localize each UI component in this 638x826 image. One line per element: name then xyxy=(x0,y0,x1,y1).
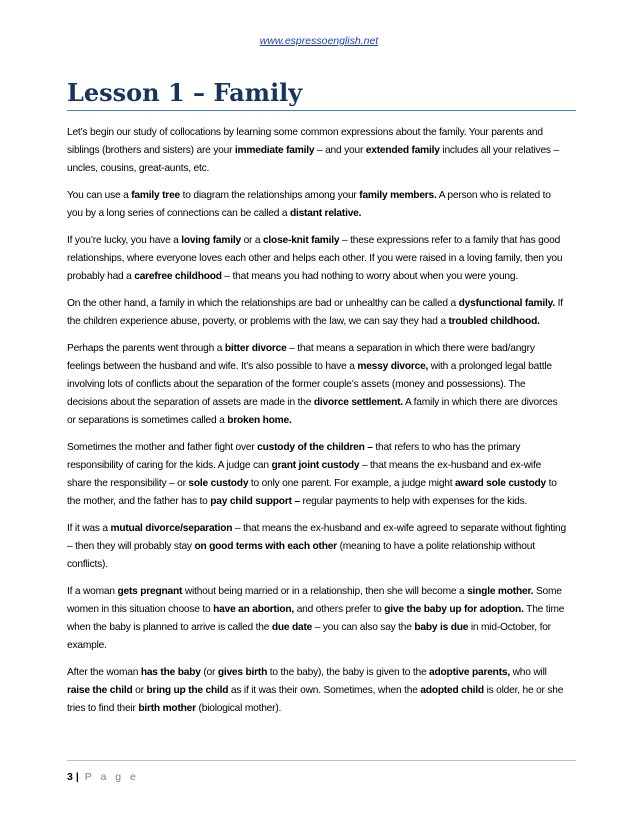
text-run: without being married or in a relationship, then she will become a xyxy=(182,586,468,597)
bold-term: extended family xyxy=(365,145,440,156)
text-run: – that means a separation in which there were bad/angry feelings between the husband and wife. It’s also possible to have a xyxy=(67,343,535,372)
title-divider xyxy=(67,110,576,111)
text-run: Perhaps the parents went through a xyxy=(67,343,225,354)
text-run: regular payments to help with expenses for the kids. xyxy=(299,496,528,507)
bold-term: custody of the children – xyxy=(257,442,373,453)
paragraph xyxy=(67,439,567,511)
text-run: (biological mother). xyxy=(195,703,282,714)
bold-term: family tree xyxy=(131,190,180,201)
footer-separator: | xyxy=(75,771,79,783)
bold-term: have an abortion, xyxy=(213,604,295,615)
text-run: The time when the baby is planned to arrive is called the xyxy=(67,604,565,633)
bold-term: messy divorce, xyxy=(357,361,429,372)
bold-term: award sole custody xyxy=(455,478,546,489)
text-run: (meaning to have a polite relationship without conflicts). xyxy=(67,541,535,570)
text-run: in mid-October, for example. xyxy=(67,622,551,651)
text-run: If the children experience abuse, poverty, or problems with the law, we can say they had a xyxy=(67,298,563,327)
bold-term: adopted child xyxy=(420,685,484,696)
text-run: A family in which there are divorces or separations is sometimes called a xyxy=(67,397,558,426)
bold-term: has the baby xyxy=(140,667,201,678)
footer-divider xyxy=(67,760,576,761)
text-run: On the other hand, a family in which the relationships are bad or unhealthy can be called a xyxy=(67,298,459,309)
paragraph xyxy=(67,583,567,655)
bold-term: grant joint custody xyxy=(271,460,360,471)
text-run: – that means the ex-husband and ex-wife agreed to separate without fighting – then they will probably stay xyxy=(67,523,566,552)
bold-term: distant relative. xyxy=(289,208,362,219)
bold-term: gets pregnant xyxy=(117,586,183,597)
paragraph xyxy=(67,232,567,286)
bold-term: troubled childhood. xyxy=(448,316,540,327)
bold-term: loving family xyxy=(181,235,241,246)
bold-term: mutual divorce/separation xyxy=(110,523,233,534)
text-run: – you can also say the xyxy=(312,622,415,633)
page-title: Lesson 1 – Family xyxy=(67,78,303,107)
bold-term: single mother. xyxy=(467,586,534,597)
text-run: – that means the ex-husband and ex-wife share the responsibility – or xyxy=(67,460,542,489)
text-run: is older, he or she tries to find their xyxy=(67,685,564,714)
paragraph xyxy=(67,664,567,718)
paragraph xyxy=(67,520,567,574)
bold-term: adoptive parents, xyxy=(429,667,510,678)
bold-term: birth mother xyxy=(138,703,196,714)
text-run: Let’s begin our study of collocations by learning some common expressions about the family. Your parents and siblings (brothers and sisters) are your xyxy=(67,127,543,156)
text-run: – that means you had nothing to worry about when you were young. xyxy=(221,271,518,282)
bold-term: on good terms with each other xyxy=(194,541,337,552)
bold-term: pay child support – xyxy=(210,496,300,507)
bold-term: due date xyxy=(271,622,313,633)
bold-term: close-knit family xyxy=(262,235,340,246)
text-run: Some women in this situation choose to xyxy=(67,586,562,615)
text-run: to diagram the relationships among your xyxy=(180,190,360,201)
bold-term: family members. xyxy=(359,190,437,201)
text-run: After the woman xyxy=(67,667,141,678)
text-run: includes all your relatives – uncles, cousins, great-aunts, etc. xyxy=(67,145,559,174)
bold-term: dysfunctional family. xyxy=(458,298,555,309)
header-website-link[interactable]: www.espressoenglish.net xyxy=(259,35,379,47)
bold-term: immediate family xyxy=(234,145,315,156)
text-run: to the baby), the baby is given to the xyxy=(267,667,430,678)
lesson-body xyxy=(67,124,567,727)
text-run: or a xyxy=(240,235,263,246)
text-run: If you’re lucky, you have a xyxy=(67,235,182,246)
text-run: – and your xyxy=(314,145,366,156)
bold-term: divorce settlement. xyxy=(313,397,403,408)
page-label: P a g e xyxy=(84,771,139,783)
bold-term: broken home. xyxy=(227,415,292,426)
paragraph xyxy=(67,340,567,430)
paragraph xyxy=(67,295,567,331)
text-run: If a woman xyxy=(67,586,118,597)
bold-term: sole custody xyxy=(188,478,249,489)
text-run: If it was a xyxy=(67,523,111,534)
page-footer xyxy=(67,771,139,783)
text-run: with a prolonged legal battle involving lots of conflicts about the separation of the former couple’s assets (money and possessions). The decisions about the separation of assets are made in the xyxy=(67,361,552,408)
bold-term: gives birth xyxy=(217,667,268,678)
bold-term: bring up the child xyxy=(146,685,229,696)
text-run: who will xyxy=(510,667,547,678)
bold-term: give the baby up for adoption. xyxy=(384,604,524,615)
text-run: You can use a xyxy=(67,190,132,201)
bold-term: bitter divorce xyxy=(224,343,287,354)
text-run: Sometimes the mother and father fight over xyxy=(67,442,258,453)
text-run: as if it was their own. Sometimes, when the xyxy=(228,685,421,696)
text-run: A person who is related to you by a long series of connections can be called a xyxy=(67,190,551,219)
text-run: (or xyxy=(200,667,218,678)
page-number: 3 xyxy=(67,771,73,783)
paragraph xyxy=(67,124,567,178)
bold-term: raise the child xyxy=(67,685,133,696)
text-run: or xyxy=(132,685,147,696)
text-run: and others prefer to xyxy=(294,604,385,615)
bold-term: baby is due xyxy=(414,622,469,633)
bold-term: carefree childhood xyxy=(134,271,222,282)
paragraph xyxy=(67,187,567,223)
text-run: – these expressions refer to a family that has good relationships, where everyone loves each other and helps each other. If you were raised in a loving family, then you probably had a xyxy=(67,235,563,282)
text-run: to only one parent. For example, a judge might xyxy=(248,478,456,489)
text-run: that refers to who has the primary responsibility of caring for the kids. A judge can xyxy=(67,442,521,471)
text-run: to the mother, and the father has to xyxy=(67,478,557,507)
